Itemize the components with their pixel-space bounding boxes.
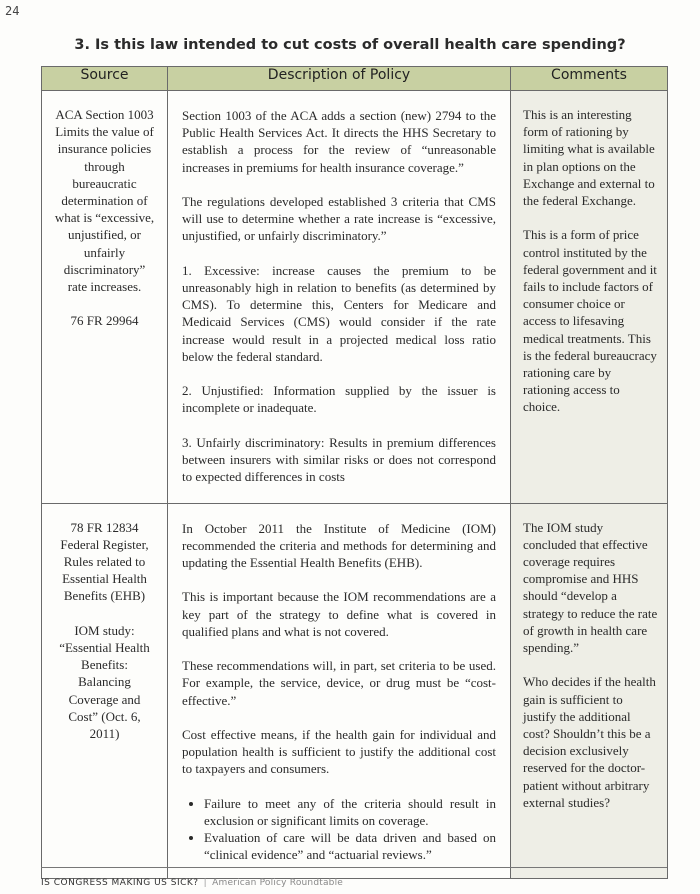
- description-paragraph: 2. Unjustified: Information supplied by the issuer is incomplete or inadequate.: [182, 383, 496, 416]
- description-paragraph: These recommendations will, in part, set criteria to be used. For example, the service, device, or drug must be “cost-effective.”: [182, 658, 496, 708]
- source-citation: 76 FR 29964: [70, 313, 139, 329]
- policy-table: [41, 66, 668, 879]
- source-text: 78 FR 12834 Federal Register, Rules related to Essential Health Benefits (EHB): [60, 519, 149, 604]
- source-cell: [42, 91, 168, 504]
- table-row: [42, 91, 668, 504]
- source-citation: IOM study: “Essential Health Benefits: Balancing Coverage and Cost” (Oct. 6, 2011): [59, 622, 150, 742]
- bullet-item: • Evaluation of care will be data driven and based on “clinical evidence” and “actuarial reviews.”: [204, 829, 496, 863]
- page-number: 24: [5, 4, 20, 18]
- description-cell: [168, 91, 511, 504]
- description-paragraph: Section 1003 of the ACA adds a section (new) 2794 to the Public Health Services Act. It directs the HHS Secretary to establish a process for the review of “unreasonable increases in premiums for health insurance coverage.”: [182, 108, 496, 175]
- source-cell: [42, 503, 168, 878]
- comment-paragraph: Who decides if the health gain is sufficient to justify the additional cost? Shouldn’t this be a decision exclusively reserved for the doctor-patient without arbitrary external studies?: [523, 674, 656, 810]
- table-header-row: [42, 67, 668, 91]
- footer-title: IS CONGRESS MAKING US SICK?: [41, 878, 199, 888]
- description-paragraph: Cost effective means, if the health gain for individual and population health is sufficient to justify the additional cost to taxpayers and consumers.: [182, 726, 496, 777]
- description-paragraph: In October 2011 the Institute of Medicine (IOM) recommended the criteria and methods for determining and updating the Essential Health Benefits (EHB).: [182, 520, 496, 570]
- footer-organization: American Policy Roundtable: [212, 878, 344, 888]
- description-column-header: Description of Policy: [168, 67, 511, 91]
- bullet-item: • Failure to meet any of the criteria should result in exclusion or significant limits on coverage.: [204, 795, 496, 829]
- comments-column-header: Comments: [511, 67, 668, 91]
- description-paragraph: 1. Excessive: increase causes the premium to be unreasonably high in relation to benefits (as determined by CMS). To determine this, Centers for Medicare and Medicaid Services (CMS) would consider if the rate increase would result in a projected medical loss ratio below the federal standard.: [182, 262, 496, 364]
- description-paragraph: This is important because the IOM recommendations are a key part of the strategy to define what is covered in qualified plans and what is not covered.: [182, 589, 496, 639]
- footer-divider: [41, 867, 667, 868]
- description-cell: [168, 503, 511, 878]
- description-paragraph: 3. Unfairly discriminatory: Results in premium differences between insurers with similar risks or does not correspond to expected differences in costs: [182, 434, 496, 485]
- table-row: [42, 503, 668, 878]
- footer-separator: |: [203, 878, 208, 888]
- section-heading: 3. Is this law intended to cut costs of overall health care spending?: [74, 37, 626, 53]
- comment-paragraph: This is an interesting form of rationing by limiting what is available in plan options on the Exchange and external to the federal Exchange.: [523, 107, 655, 209]
- bullet-list: [182, 795, 496, 864]
- comments-cell: [511, 503, 668, 878]
- comment-paragraph: This is a form of price control instituted by the federal government and it fails to include factors of consumer choice or access to lifesaving medical treatments. This is the federal bureaucracy rationing care by rationing access to choice.: [523, 227, 657, 415]
- comment-paragraph: The IOM study concluded that effective coverage requires compromise and HHS should “develop a strategy to reduce the rate of growth in health care spending.”: [523, 519, 658, 656]
- footer: [41, 878, 343, 888]
- comments-cell: [511, 91, 668, 504]
- description-paragraph: The regulations developed established 3 criteria that CMS will use to determine whether a rate increase is “excessive, unjustified, or unfairly discriminatory.”: [182, 194, 496, 244]
- source-column-header: Source: [42, 67, 168, 91]
- source-text: ACA Section 1003 Limits the value of insurance policies through bureaucratic determination of what is “excessive, unjustified, or unfairly discriminatory” rate increases.: [54, 107, 155, 295]
